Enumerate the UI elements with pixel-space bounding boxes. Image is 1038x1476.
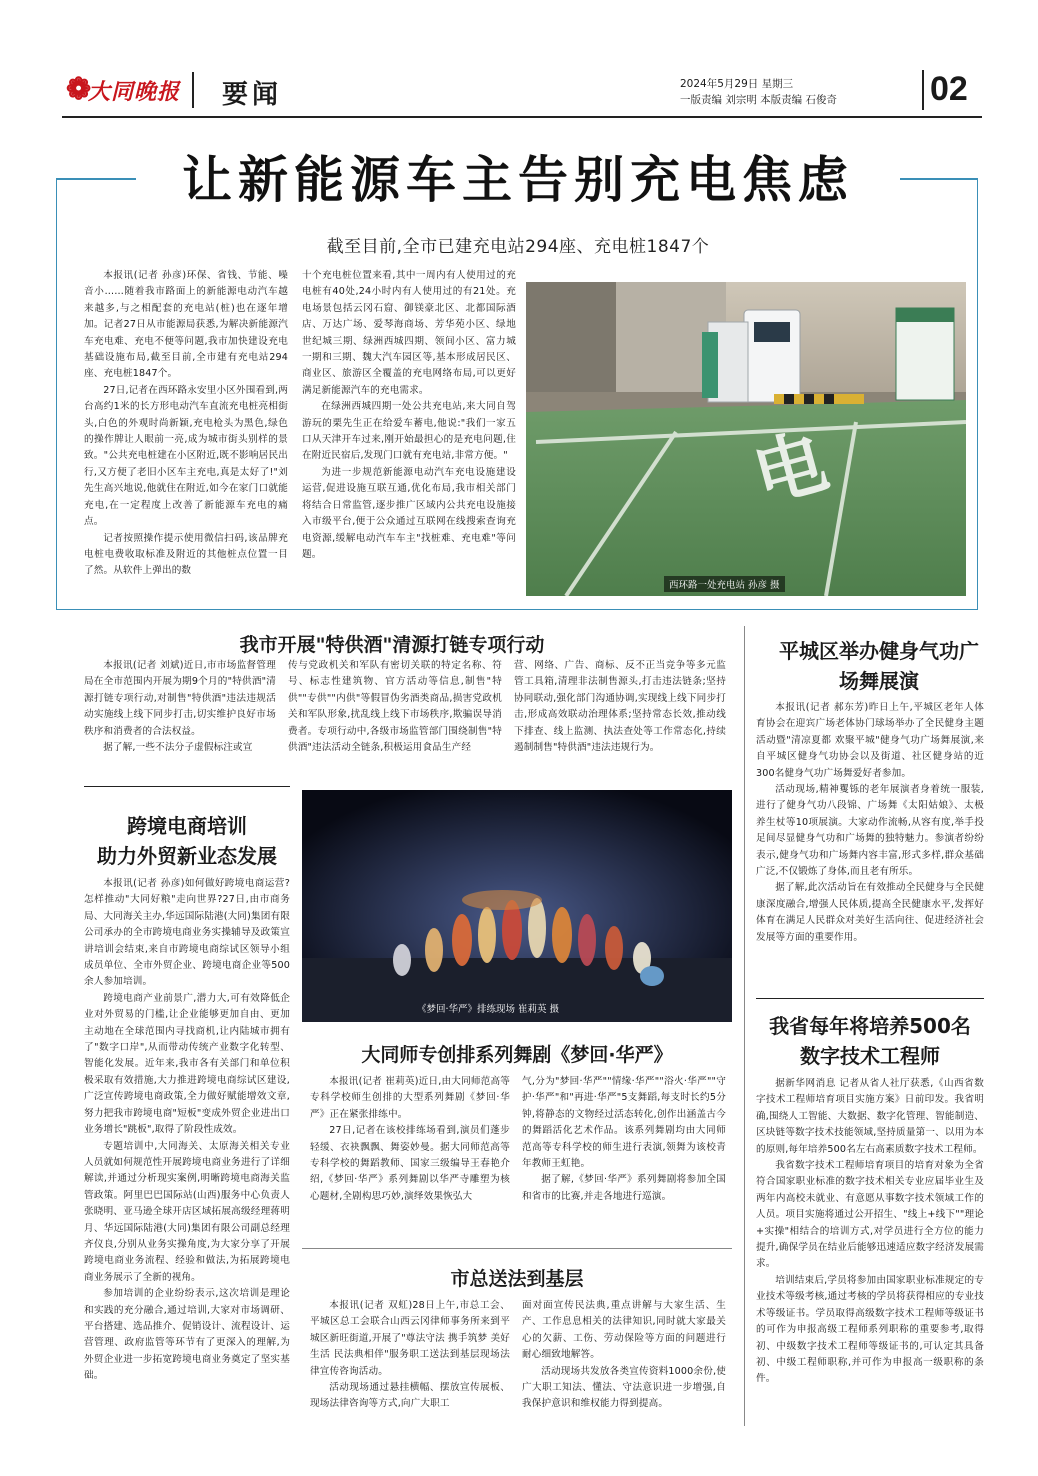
law-paragraph: 面对面宣传民法典,重点讲解与大家生活、生产、工作息息相关的法律知识,同时就大家最关心的欠薪、工伤、劳动保险等方面的问题进行耐心细致地解答。 xyxy=(522,1300,726,1361)
liquor-paragraph: 本报讯(记者 刘斌)近日,市市场监督管理局在全市范围内开展为期9个月的"特供酒"清源打链专项行动,对制售"特供酒"违法违规活动实施线上线下同步打击,切实维护良好市场秩序和消费者的合法权益。 xyxy=(84,660,276,737)
dance-col-2 xyxy=(522,1074,726,1244)
lead-paragraph: 十个充电桩位置来看,其中一周内有人使用过的充电桩有40处,24小时内有人使用过的有21处。充电场景包括云冈石窟、御镁豪北区、北都国际酒店、万达广场、爱琴海商场、芳华苑小区、绿地世纪城三期、绿洲西城四期、领间小区、富力城一期和三期、魏大汽车园区等,基本形成居民区、商业区、旅游区全覆盖的充电网络布局,可以更好满足新能源汽车的充电需求。 xyxy=(302,270,516,396)
ecommerce-body xyxy=(84,876,290,1428)
logo-divider xyxy=(192,72,194,108)
engineer-paragraph: 据新华网消息 记者从省人社厅获悉,《山西省数字技术工程师培育项目实施方案》日前印发。我省明确,围绕人工智能、大数据、数字化管理、智能制造、区块链等数字技术技能领域,坚持质量第一、以用为本的原则,每年培养500名左右高素质数字技术工程师。 xyxy=(756,1078,984,1155)
law-col-2 xyxy=(522,1298,726,1428)
page-number: 02 xyxy=(930,70,968,108)
ecommerce-paragraph: 专题培训中,大同海关、太原海关相关专业人员就如何规范性开展跨境电商业务进行了详细解读,并通过分析现实案例,明晰跨境电商海关监管政策。阿里巴巴国际站(山西)服务中心负责人张晓明、亚马逊全球开店区域拓展高级经理蒋明月、华远国际陆港(大同)集团有限公司副总经理齐仪良,分别从业务实操角度,为大家分享了开展跨境电商业务流程、经验和做法,为拓展跨境电商业务展示了全新的视角。 xyxy=(84,1140,290,1283)
lead-paragraph: 记者按照操作提示使用微信扫码,该品牌充电桩电费收取标准及附近的其他桩点位置一目了然。从软件上弹出的数 xyxy=(84,532,288,577)
law-paragraph: 本报讯(记者 双虹)28日上午,市总工会、平城区总工会联合山西云冈律师事务所来到平城区新旺街道,开展了"尊法守法 携手筑梦 美好生活 民法典相伴"服务职工送法到基层现场法律宣传咨询活动。 xyxy=(310,1300,510,1377)
logo-icon: ❁ xyxy=(66,72,92,107)
lead-frame-top-right xyxy=(900,178,978,180)
law-paragraph: 活动现场共发放各类宣传资料1000余份,使广大职工知法、懂法、守法意识进一步增强,自我保护意识和维权能力得到提高。 xyxy=(522,1365,726,1410)
lead-paragraph: 为进一步规范新能源电动汽车充电设施建设运营,促进设施互联互通,优化布局,我市相关部门将结合日常监管,逐步推广区域内公共充电设施接入市级平台,便于公众通过互联网在线搜索查询充电资源,缓解电动汽车车主"找桩难、充电难"等问题。 xyxy=(302,466,516,560)
logo-text: 大同晚报 xyxy=(88,78,181,105)
ecommerce-paragraph: 参加培训的企业纷纷表示,这次培训是理论和实践的充分融合,通过培训,大家对市场调研、平台搭建、选品推介、促销设计、流程设计、运营管理、政府监管等环节有了更深入的理解,为外贸企业进一步拓宽跨境电商业务奠定了坚实基础。 xyxy=(84,1288,290,1382)
ecommerce-headline-1: 跨境电商培训 xyxy=(127,814,247,838)
lead-subheadline: 截至目前,全市已建充电站294座、充电桩1847个 xyxy=(326,237,710,257)
liquor-col-3 xyxy=(514,658,726,782)
lead-frame-top-left xyxy=(56,178,136,180)
dance-paragraph: 气,分为"梦回·华严""情缘·华严""浴火·华严""守护·华严"和"再进·华严"5支舞蹈,每支时长约5分钟,将静态的文物经过活态转化,创作出涵盖古今的舞蹈活化艺术作品。该系列舞剧均由大同师范高等专科学校的师生进行表演,领舞为该校青年教师王虹艳。 xyxy=(522,1076,726,1170)
page-number-divider xyxy=(922,70,924,110)
lead-photo xyxy=(526,282,966,596)
ecommerce-paragraph: 本报讯(记者 孙彦)如何做好跨境电商运营?怎样推动"大同好粮"走向世界?27日,由市商务局、大同海关主办,华远国际陆港(大同)集团有限公司承办的全市跨境电商业务实操辅导及政策宣讲培训会结束,来自市跨境电商综试区领导小组成员单位、全市外贸企业、跨境电商企业等500余人参加培训。 xyxy=(84,878,290,988)
fitness-paragraph: 据了解,此次活动旨在有效推动全民健身与全民健康深度融合,增强人民体质,提高全民健康水平,发挥好体育在满足人民群众对美好生活向往、促进经济社会发展等方面的重要作用。 xyxy=(756,882,984,943)
lead-col-2 xyxy=(302,268,516,600)
dance-rule xyxy=(302,1248,732,1249)
masthead-rule xyxy=(62,116,982,118)
engineer-headline-2: 数字技术工程师 xyxy=(800,1044,940,1068)
lead-paragraph: 本报讯(记者 孙彦)环保、省钱、节能、噪音小……随着我市路面上的新能源电动汽车越来越多,与之相配套的充电站(桩)也在逐年增加。记者27日从市能源局获悉,为解决新能源汽车充电难、充电不便等问题,我市加快建设充电基础设施布局,截至目前,全市建有充电站294座、充电桩1847个。 xyxy=(84,270,288,380)
liquor-col-1 xyxy=(84,658,276,782)
dance-paragraph: 27日,记者在该校排练场看到,演员们蓬步轻缓、衣袂飘飘、舞姿妙曼。据大同师范高等专科学校的舞蹈教师、国家三级编导王春艳介绍,《梦回·华严》系列舞剧以华严寺雕塑为核心题材,全剧构思巧妙,演绎效果恢弘大 xyxy=(310,1125,510,1202)
ecommerce-paragraph: 跨境电商产业前景广,潜力大,可有效降低企业对外贸易的门槛,让企业能够更加自由、更加主动地在全球范围内寻找商机,让内陆城市拥有了"数字口岸",从而带动传统产业数字化转型、智能化发展。近年来,我市各有关部门和单位积极采取有效措施,大力推进跨境电商综试区建设,广泛宣传跨境电商政策,全力做好赋能增效文章,努力把我市跨境电商"短板"变成外贸企业进出口业务增长"跳板",取得了阶段性成效。 xyxy=(84,992,290,1136)
dance-headline: 大同师专创排系列舞剧《梦回·华严》 xyxy=(361,1044,673,1066)
dance-photo xyxy=(302,790,732,1022)
editors-line: 一版责编 刘宗明 本版责编 石俊奇 xyxy=(680,94,838,106)
section-title: 要闻 xyxy=(222,80,283,110)
lead-paragraph: 27日,记者在西环路永安里小区外围看到,两台高约1米的长方形电动汽车直流充电桩亮相街头,白色的外观时尚新颖,充电枪头为黑色,绿色的操作牌让人眼前一亮,成为城市街头别样的景致。"公共充电桩建在小区附近,既不影响居民出行,又方便了老旧小区车主充电,真是太好了!"刘先生高兴地说,他就住在附近,如今在家门口就能充电,在一定程度上改善了新能源车充电的痛点。 xyxy=(84,384,288,528)
fitness-body xyxy=(756,700,984,994)
lead-headline: 让新能源车主告别充电焦虑 xyxy=(182,151,854,209)
fitness-paragraph: 本报讯(记者 郝东芳)昨日上午,平城区老年人体育协会在迎宾广场老体协门球场举办了全民健身主题活动暨"清凉夏都 欢聚平城"健身气功广场舞展演,来自平城区健身气功协会以及街道、社区健身站的近300名健身气功广场舞爱好者参加。 xyxy=(756,702,984,779)
lead-col-1 xyxy=(84,268,288,600)
dance-photo-caption: 《梦回·华严》排练现场 崔莉英 摄 xyxy=(417,1004,560,1015)
liquor-headline: 我市开展"特供酒"清源打链专项行动 xyxy=(239,634,545,656)
charging-station-photo xyxy=(526,282,966,596)
logo xyxy=(66,72,186,108)
fitness-rule xyxy=(756,998,984,999)
liquor-paragraph: 营、网络、广告、商标、反不正当竞争等多元监管工具箱,清理非法制售源头,打击违法链条;坚持协同联动,强化部门沟通协调,实现线上线下同步打击,形成高效联动治理体系;坚持常态长效,推动线下排查、线上监测、执法查处等工作常态化,持续遏制制售"特供酒"违法违规行为。 xyxy=(514,660,726,754)
liquor-rule xyxy=(84,786,290,787)
liquor-paragraph: 传与党政机关和军队有密切关联的特定名称、符号、标志性建筑物、官方活动等信息,制售"特供""专供""内供"等假冒伪劣酒类商品,损害党政机关和军队形象,扰乱线上线下市场秩序,欺骗误导消费者。专项行动中,各级市场监管部门围绕制售"特供酒"违法活动全链条,积极运用食品生产经 xyxy=(288,660,502,754)
dance-paragraph: 本报讯(记者 崔莉英)近日,由大同师范高等专科学校师生创排的大型系列舞剧《梦回·华严》正在紧张排练中。 xyxy=(310,1076,510,1120)
law-col-1 xyxy=(310,1298,510,1428)
law-paragraph: 活动现场通过悬挂横幅、摆放宣传展板、现场法律咨询等方式,向广大职工 xyxy=(310,1382,510,1410)
date-line: 2024年5月29日 星期三 xyxy=(680,78,794,90)
dance-rehearsal-photo xyxy=(302,790,732,1022)
right-column-divider xyxy=(744,626,745,1426)
lead-paragraph: 在绿洲西城四期一处公共充电站,来大同自驾游玩的栗先生正在给爱车蓄电,他说:"我们一家五口从天津开车过来,刚开始最担心的是充电问题,住在附近民宿后,发现门口就有充电站,非常方便。" xyxy=(302,401,516,462)
engineer-paragraph: 我省数字技术工程师培育项目的培育对象为全省符合国家职业标准的数字技术相关专业应届毕业生及两年内高校未就业、有意愿从事数字技术领域工作的人员。项目实施将通过公开招生、"线上+线下""理论+实操"相结合的培训方式,对学员进行全方位的能力提升,确保学员在结业后能够迅速适应数字经济发展需求。 xyxy=(756,1160,984,1270)
fitness-headline: 平城区举办健身气功广场舞展演 xyxy=(779,639,979,693)
engineer-headline-1: 我省每年将培养500名 xyxy=(769,1014,971,1038)
dance-col-1 xyxy=(310,1074,510,1244)
masthead xyxy=(0,0,1038,120)
engineer-body xyxy=(756,1076,984,1428)
lead-photo-caption: 西环路一处充电站 孙彦 摄 xyxy=(664,576,785,592)
ecommerce-headline-2: 助力外贸新业态发展 xyxy=(97,844,277,868)
liquor-col-2 xyxy=(288,658,502,782)
engineer-paragraph: 培训结束后,学员将参加由国家职业标准规定的专业技术等级考核,通过考核的学员将获得相应的专业技术等级证书。学员取得高级数字技术工程师等级证书的可作为申报高级工程师系列职称的重要参考,取得初、中级数字技术工程师等级证书的,可认定其具备初、中级工程师职称,并可作为申报高一级职称的条件。 xyxy=(756,1274,984,1385)
dance-paragraph: 据了解,《梦回·华严》系列舞剧将参加全国和省市的比赛,并走各地进行巡演。 xyxy=(522,1174,726,1202)
fitness-paragraph: 活动现场,精神矍铄的老年展演者身着统一服装,进行了健身气功八段锦、广场舞《太阳姑娘》、太极养生杖等10项展演。大家动作流畅,从容有度,举手投足间尽显健身气功和广场舞的独特魅力。参演者纷纷表示,健身气功和广场舞内容丰富,形式多样,群众基础广泛,不仅锻炼了身体,而且老有所乐。 xyxy=(756,784,984,878)
law-headline: 市总送法到基层 xyxy=(450,1268,584,1290)
parking-mark: 电 xyxy=(744,418,836,519)
liquor-paragraph: 据了解,一些不法分子虚假标注或宣 xyxy=(103,742,253,754)
